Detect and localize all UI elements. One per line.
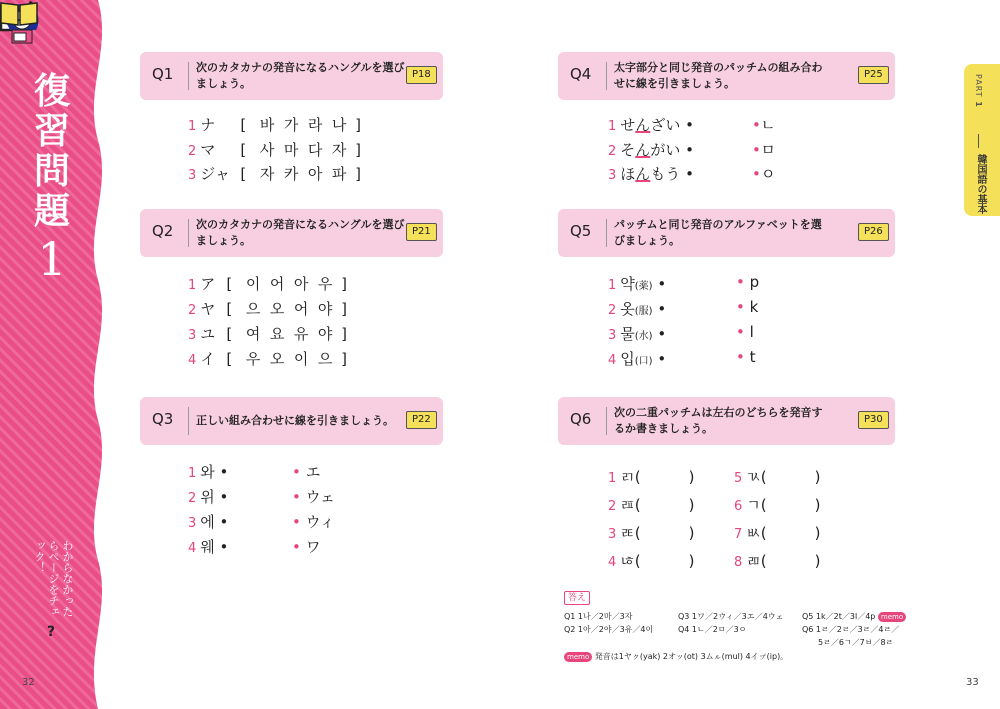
title-number: 1 — [37, 232, 67, 286]
q6-text: 次の二重パッチムは左右のどちらを発音するか書きましょう。 — [614, 406, 823, 435]
q4-page-ref: P25 — [858, 66, 889, 84]
question-q2-box — [140, 209, 443, 257]
part-tab — [964, 64, 1000, 216]
answer-q5: Q5 1k／2t／3l／4p memo — [802, 611, 906, 622]
q5-right-2[interactable]: • k — [736, 298, 759, 316]
q3-left-1[interactable]: 1 와 • — [188, 463, 229, 481]
tab-part-label: PART 1 — [974, 74, 983, 108]
q3-left-2[interactable]: 2 위 • — [188, 488, 229, 506]
book-icon-text: ? — [46, 624, 56, 640]
q3-divider — [188, 407, 189, 435]
q6-item-1[interactable]: 1 ㄺ( ) — [608, 468, 695, 486]
page-number-left: 32 — [22, 677, 35, 688]
q3-text: 正しい組み合わせに線を引きましょう。 — [196, 414, 394, 427]
q4-text: 太字部分と同じ発音のパッチムの組み合わせに線を引きましょう。 — [614, 61, 823, 90]
answer-q6-line2: 5ㄹ／6ㄱ／7ㅂ／8ㄹ — [818, 638, 894, 647]
q6-item-8[interactable]: 8 ㄻ( ) — [734, 552, 821, 570]
q1-text: 次のカタカナの発音になるハングルを選びましょう。 — [196, 61, 405, 90]
answer-memo: memo 発音は1ヤㇰ(yak) 2オッ(ot) 3ムㇽ(mul) 4イㇷ゚(ip)。 — [564, 651, 788, 662]
tab-divider — [978, 134, 979, 148]
q5-left-1[interactable]: 1 약(薬) • — [608, 275, 667, 293]
q1-item-2: 2 マ [ 사 마 다 자 ] — [188, 141, 361, 159]
q5-divider — [606, 219, 607, 247]
question-q5-box — [558, 209, 895, 257]
answer-q2: Q2 1아／2야／3유／4이 — [564, 625, 654, 634]
q2-item-2: 2 ヤ [ 으 오 어 야 ] — [188, 300, 347, 318]
q2-divider — [188, 219, 189, 247]
answer-q6-line1: Q6 1ㄹ／2ㄹ／3ㄹ／4ㄹ／ — [802, 625, 900, 634]
question-q3-box — [140, 397, 443, 445]
q1-divider — [188, 62, 189, 90]
q1-page-ref: P18 — [406, 66, 437, 84]
q5-label: Q5 — [570, 222, 592, 240]
q4-label: Q4 — [570, 65, 592, 83]
q6-item-7[interactable]: 7 ㅄ( ) — [734, 524, 821, 542]
q4-left-1[interactable]: 1 せんざい • — [608, 116, 694, 134]
answer-q1: Q1 1나／2마／3자 — [564, 612, 633, 621]
q3-page-ref: P22 — [406, 411, 437, 429]
page-number-right: 33 — [966, 677, 979, 688]
q6-item-6[interactable]: 6 ㄱ( ) — [734, 496, 821, 514]
q2-item-3: 3 ユ [ 여 요 유 야 ] — [188, 325, 347, 343]
q3-label: Q3 — [152, 410, 174, 428]
q5-right-1[interactable]: • p — [736, 273, 760, 291]
q6-item-5[interactable]: 5 ㄳ( ) — [734, 468, 821, 486]
answer-q4: Q4 1ㄴ／2ㅁ／3ㅇ — [678, 625, 747, 634]
q3-right-3[interactable]: • ウィ — [292, 513, 335, 531]
question-q6-box — [558, 397, 895, 445]
q1-item-1: 1 ナ [ 바 가 라 나 ] — [188, 116, 361, 134]
title-char-3: 問 — [33, 151, 70, 192]
q2-item-4: 4 イ [ 우 오 이 으 ] — [188, 350, 347, 368]
q1-item-3: 3 ジャ [ 자 카 아 파 ] — [188, 165, 361, 183]
book-question-icon — [0, 0, 38, 26]
title-char-1: 復 — [33, 71, 70, 112]
q4-divider — [606, 62, 607, 90]
q6-item-3[interactable]: 3 ㄾ( ) — [608, 524, 695, 542]
q4-left-2[interactable]: 2 そんがい • — [608, 141, 694, 159]
q1-label: Q1 — [152, 65, 174, 83]
question-q4-box — [558, 52, 895, 100]
tab-section-label: 韓国語の基本 — [975, 154, 986, 214]
title-char-2: 習 — [33, 111, 70, 152]
q5-page-ref: P26 — [858, 223, 889, 241]
q5-right-4[interactable]: • t — [736, 348, 756, 366]
q6-item-4[interactable]: 4 ㄶ( ) — [608, 552, 695, 570]
q3-left-4[interactable]: 4 웨 • — [188, 538, 229, 556]
q2-page-ref: P21 — [406, 223, 437, 241]
question-q1-box — [140, 52, 443, 100]
q5-left-2[interactable]: 2 옷(服) • — [608, 300, 667, 318]
q2-label: Q2 — [152, 222, 174, 240]
q4-right-3[interactable]: •ㅇ — [752, 165, 776, 183]
q2-item-1: 1 ア [ 이 어 아 우 ] — [188, 275, 347, 293]
title-char-4: 題 — [33, 191, 70, 232]
q3-left-3[interactable]: 3 에 • — [188, 513, 229, 531]
q3-right-2[interactable]: • ウェ — [292, 488, 336, 506]
q5-left-4[interactable]: 4 입(口) • — [608, 350, 667, 368]
answer-q3: Q3 1ワ／2ウィ／3エ／4ウェ — [678, 612, 784, 621]
q6-page-ref: P30 — [858, 411, 889, 429]
q3-right-4[interactable]: • ワ — [292, 538, 321, 556]
q6-label: Q6 — [570, 410, 592, 428]
left-sidebar — [0, 0, 120, 709]
q4-right-1[interactable]: •ㄴ — [752, 116, 776, 134]
q2-text: 次のカタカナの発音になるハングルを選びましょう。 — [196, 218, 405, 247]
q4-right-2[interactable]: •ㅁ — [752, 141, 776, 159]
answers-tag: 答え — [564, 591, 590, 605]
q4-left-3[interactable]: 3 ほんもう • — [608, 165, 694, 183]
q6-item-2[interactable]: 2 ㄿ( ) — [608, 496, 695, 514]
q5-text: パッチムと同じ発音のアルファベットを選びましょう。 — [614, 218, 822, 247]
q5-left-3[interactable]: 3 물(水) • — [608, 325, 667, 343]
side-note: わからなかったらページをチェック！ — [33, 540, 74, 617]
q5-right-3[interactable]: • l — [736, 323, 754, 341]
q3-right-1[interactable]: • エ — [292, 463, 321, 481]
q6-divider — [606, 407, 607, 435]
